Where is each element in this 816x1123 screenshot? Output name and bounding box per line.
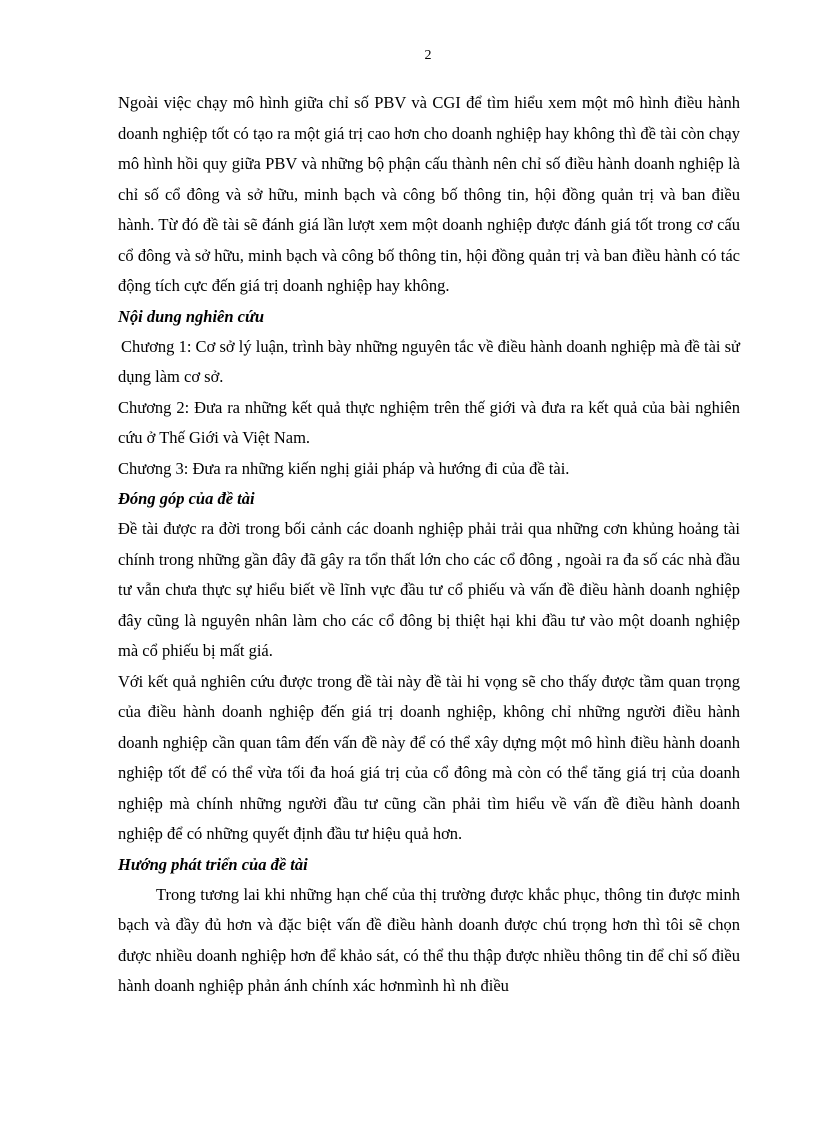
body-text	[118, 88, 740, 1002]
development-paragraph-1: Trong tương lai khi những hạn chế của thị trường được khắc phục, thông tin được minh bạch và đầy đủ hơn và đặc biệt vấn đề điều hành doanh được chú trọng hơn thì tôi sẽ chọn được nhiều doanh nghiệp hơn để khảo sát, có thể thu thập được nhiều thông tin để chỉ số điều hành doanh nghiệp phản ánh chính xác hơnmình hì nh điều	[118, 884, 740, 995]
chapter-1-text: Chương 1: Cơ sở lý luận, trình bày những nguyên tắc về điều hành doanh nghiệp mà đề tài sử dụng làm cơ sở.	[118, 336, 740, 386]
page-number: 2	[424, 48, 432, 63]
contribution-paragraph-1: Đề tài được ra đời trong bối cảnh các doanh nghiệp phải trải qua những cơn khủng hoảng tài chính trong những gần đây đã gây ra tổn thất lớn cho các cổ đông , ngoài ra đa số các nhà đầu tư vẫn chưa thực sự hiểu biết về lĩnh vực đầu tư cổ phiếu và vấn đề điều hành doanh nghiệp đây cũng là nguyên nhân làm cho các cổ đông bị thiệt hại khi đầu tư vào một doanh nghiệp mà cổ phiếu bị mất giá.	[118, 519, 740, 660]
chapter-3-text: Chương 3: Đưa ra những kiến nghị giải pháp và hướng đi của đề tài.	[118, 458, 570, 478]
intro-paragraph: Ngoài việc chạy mô hình giữa chỉ số PBV và CGI để tìm hiểu xem một mô hình điều hành doanh nghiệp tốt có tạo ra một giá trị cao hơn cho doanh nghiệp hay không thì đề tài còn chạy mô hình hồi quy giữa PBV và những bộ phận cấu thành nên chỉ số điều hành doanh nghiệp là chỉ số cổ đông và sở hữu, minh bạch và công bố thông tin, hội đồng quản trị và ban điều hành. Từ đó đề tài sẽ đánh giá lần lượt xem một doanh nghiệp được đánh giá tốt trong cơ cấu cổ đông và sở hữu, minh bạch và công bố thông tin, hội đồng quản trị và ban điều hành có tác động tích cực đến giá trị doanh nghiệp hay không.	[118, 93, 740, 295]
heading-development: Hướng phát triển của đề tài	[118, 854, 308, 874]
contribution-paragraph-2: Với kết quả nghiên cứu được trong đề tài này đề tài hi vọng sẽ cho thấy được tầm quan trọng của điều hành doanh nghiệp đến giá trị doanh nghiệp, không chỉ những người điều hành doanh nghiệp cần quan tâm đến vấn đề này để có thể xây dựng một mô hình điều hành doanh nghiệp tốt để có thể vừa tối đa hoá giá trị của cổ đông mà còn có thể tăng giá trị của doanh nghiệp mà chính những người đầu tư cũng cần phải tìm hiểu về vấn đề điều hành doanh nghiệp để có những quyết định đầu tư hiệu quả hơn.	[118, 671, 740, 843]
heading-contribution: Đóng góp của đề tài	[118, 489, 255, 508]
heading-research-content: Nội dung nghiên cứu	[118, 306, 265, 326]
chapter-2-text: Chương 2: Đưa ra những kết quả thực nghiệm trên thế giới và đưa ra kết quả của bài nghiên cứu ở Thế Giới và Việt Nam.	[118, 397, 740, 447]
